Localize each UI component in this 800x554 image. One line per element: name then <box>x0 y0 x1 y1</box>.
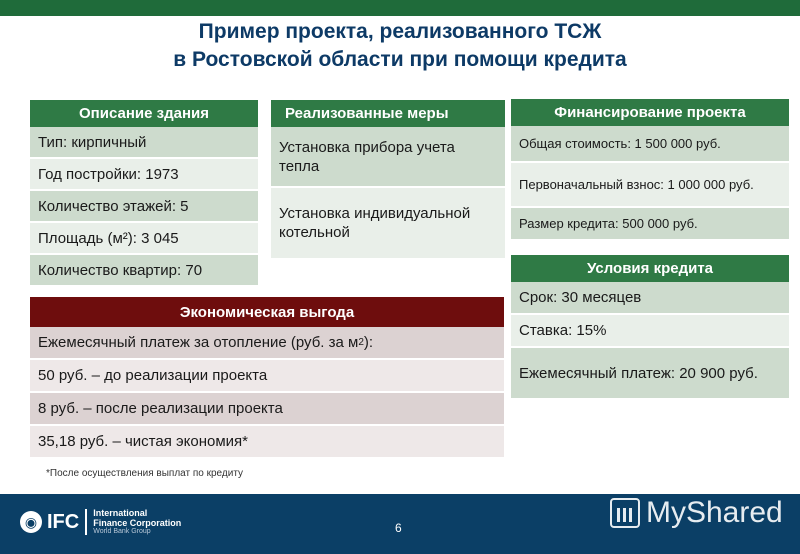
measure-heat-meter: Установка прибора учета тепла <box>271 127 505 188</box>
credit-panel <box>511 255 789 400</box>
benefit-after: 8 руб. – после реализации проекта <box>30 393 504 426</box>
title-line-2: в Ростовской области при помощи кредита <box>173 48 627 71</box>
myshared-watermark <box>610 496 783 530</box>
measures-header: Реализованные меры <box>271 100 505 127</box>
ifc-logo <box>20 508 181 536</box>
financing-total-cost: Общая стоимость: 1 500 000 руб. <box>511 126 789 163</box>
ifc-logo-line1: International <box>93 508 148 518</box>
benefit-savings: 35,18 руб. – чистая экономия* <box>30 426 504 459</box>
credit-term: Срок: 30 месяцев <box>511 282 789 315</box>
building-header: Описание здания <box>30 100 258 127</box>
credit-rate: Ставка: 15% <box>511 315 789 348</box>
benefit-header: Экономическая выгода <box>30 297 504 327</box>
ifc-logo-short: IFC <box>47 510 80 533</box>
logo-divider <box>85 509 87 535</box>
title-line-1: Пример проекта, реализованного ТСЖ <box>198 20 602 43</box>
measures-panel <box>271 100 505 260</box>
building-floors: Количество этажей: 5 <box>30 191 258 223</box>
building-year: Год постройки: 1973 <box>30 159 258 191</box>
building-panel <box>30 100 258 287</box>
top-bar <box>0 0 800 16</box>
benefit-panel <box>30 297 504 459</box>
page-title <box>0 18 800 74</box>
building-area: Площадь (м²): 3 045 <box>30 223 258 255</box>
presentation-icon <box>610 498 640 528</box>
credit-monthly-payment: Ежемесячный платеж: 20 900 руб. <box>511 348 789 400</box>
benefit-monthly-heating-suffix: ): <box>363 334 374 351</box>
watermark-text: MyShared <box>646 496 783 529</box>
ifc-logo-line2: Finance Corporation <box>93 518 182 528</box>
benefit-monthly-heating <box>30 327 504 360</box>
building-apartments: Количество квартир: 70 <box>30 255 258 287</box>
benefit-monthly-heating-sup: 2 <box>358 337 364 348</box>
measure-boiler: Установка индивидуальной котельной <box>271 188 505 260</box>
building-type: Тип: кирпичный <box>30 127 258 159</box>
globe-icon: ◉ <box>20 511 42 533</box>
financing-down-payment: Первоначальный взнос: 1 000 000 руб. <box>511 163 789 208</box>
benefit-before: 50 руб. – до реализации проекта <box>30 360 504 393</box>
financing-panel <box>511 99 789 241</box>
financing-header: Финансирование проекта <box>511 99 789 126</box>
footnote: *После осуществления выплат по кредиту <box>46 468 244 479</box>
page-number: 6 <box>395 521 402 535</box>
financing-loan-amount: Размер кредита: 500 000 руб. <box>511 208 789 241</box>
ifc-logo-line3: World Bank Group <box>93 528 151 535</box>
credit-header: Условия кредита <box>511 255 789 282</box>
benefit-monthly-heating-prefix: Ежемесячный платеж за отопление (руб. за м <box>38 334 359 351</box>
